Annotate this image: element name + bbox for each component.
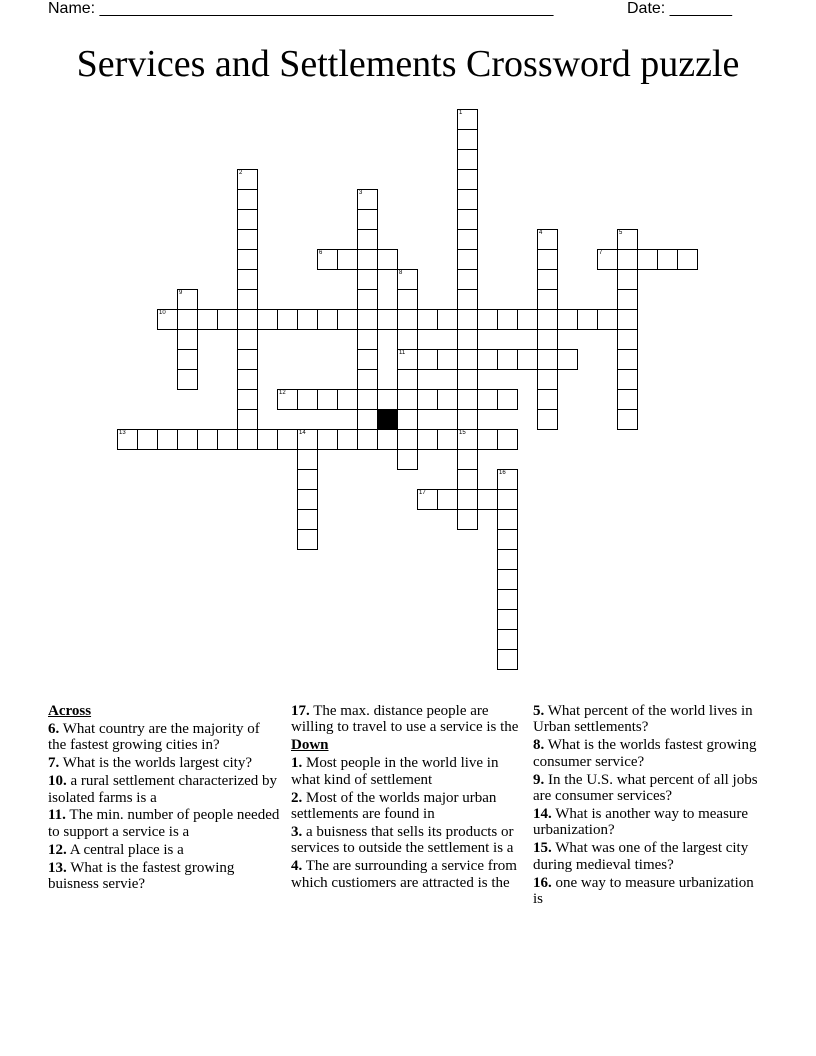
grid-cell[interactable] <box>577 309 598 330</box>
clue-number: 10. <box>48 773 67 790</box>
clue-text: What is the worlds fastest growing consumer service? <box>533 737 757 770</box>
date-field: Date: _______ <box>627 0 732 17</box>
grid-cell[interactable] <box>357 369 378 390</box>
grid-cell[interactable] <box>357 249 378 270</box>
grid-cell[interactable] <box>537 409 558 430</box>
across-clue <box>48 773 280 806</box>
grid-cell[interactable] <box>457 109 478 130</box>
down-clue <box>291 824 523 857</box>
grid-cell[interactable] <box>377 249 398 270</box>
grid-cell[interactable] <box>377 309 398 330</box>
clue-number: 2. <box>291 789 303 806</box>
grid-cell[interactable] <box>437 309 458 330</box>
across-heading: Across <box>48 703 92 719</box>
grid-cell[interactable] <box>237 209 258 230</box>
grid-cell[interactable] <box>457 389 478 410</box>
grid-cell[interactable] <box>457 449 478 470</box>
down-clue <box>533 772 765 805</box>
grid-cell[interactable] <box>477 349 498 370</box>
grid-cell[interactable] <box>537 369 558 390</box>
grid-cell[interactable] <box>417 349 438 370</box>
grid-cell[interactable] <box>397 309 418 330</box>
cell-number: 15 <box>459 430 466 436</box>
grid-cell[interactable] <box>237 429 258 450</box>
across-clue <box>48 807 280 840</box>
clue-text: What is the worlds largest city? <box>62 755 252 772</box>
grid-cell[interactable] <box>457 349 478 370</box>
blocked-cell <box>377 409 398 430</box>
grid-cell[interactable] <box>597 309 618 330</box>
grid-cell[interactable] <box>397 429 418 450</box>
grid-cell[interactable] <box>237 389 258 410</box>
grid-cell[interactable] <box>477 489 498 510</box>
grid-cell[interactable] <box>617 229 638 250</box>
clue-text: a buisness that sells its products or services to outside the settlement is a <box>291 823 514 857</box>
clue-number: 17. <box>291 703 310 719</box>
grid-cell[interactable] <box>457 489 478 510</box>
clue-text: one way to measure urbanization is <box>533 874 754 907</box>
grid-cell[interactable] <box>277 309 298 330</box>
grid-cell[interactable] <box>557 309 578 330</box>
down-clue <box>291 858 523 891</box>
grid-cell[interactable] <box>497 509 518 530</box>
grid-cell[interactable] <box>337 429 358 450</box>
cell-number: 12 <box>279 390 286 396</box>
grid-cell[interactable] <box>317 429 338 450</box>
grid-cell[interactable] <box>517 349 538 370</box>
down-clue <box>533 703 765 736</box>
grid-cell[interactable] <box>357 429 378 450</box>
grid-cell[interactable] <box>617 269 638 290</box>
grid-cell[interactable] <box>297 429 318 450</box>
down-clue <box>291 755 523 788</box>
grid-cell[interactable] <box>557 349 578 370</box>
grid-cell[interactable] <box>337 249 358 270</box>
grid-cell[interactable] <box>337 389 358 410</box>
grid-cell[interactable] <box>497 529 518 550</box>
clue-column-1 <box>48 703 280 894</box>
clue-number: 16. <box>533 874 552 891</box>
grid-cell[interactable] <box>357 269 378 290</box>
grid-cell[interactable] <box>297 489 318 510</box>
grid-cell[interactable] <box>317 309 338 330</box>
grid-cell[interactable] <box>637 249 658 270</box>
grid-cell[interactable] <box>497 549 518 570</box>
grid-cell[interactable] <box>617 309 638 330</box>
grid-cell[interactable] <box>617 369 638 390</box>
grid-cell[interactable] <box>357 289 378 310</box>
grid-cell[interactable] <box>477 309 498 330</box>
clue-number: 11. <box>48 807 66 824</box>
grid-cell[interactable] <box>237 289 258 310</box>
grid-cell[interactable] <box>217 309 238 330</box>
cell-number: 17 <box>419 490 426 496</box>
clue-number: 4. <box>291 858 303 875</box>
grid-cell[interactable] <box>237 169 258 190</box>
grid-cell[interactable] <box>437 429 458 450</box>
grid-cell[interactable] <box>297 469 318 490</box>
grid-cell[interactable] <box>537 269 558 290</box>
grid-cell[interactable] <box>457 229 478 250</box>
grid-cell[interactable] <box>657 249 678 270</box>
grid-cell[interactable] <box>417 489 438 510</box>
grid-cell[interactable] <box>297 529 318 550</box>
grid-cell[interactable] <box>437 489 458 510</box>
cell-number: 8 <box>399 270 403 276</box>
grid-cell[interactable] <box>237 409 258 430</box>
grid-cell[interactable] <box>237 229 258 250</box>
cell-number: 11 <box>399 350 406 356</box>
clue-text: What percent of the world lives in Urban settlements? <box>533 703 753 736</box>
grid-cell[interactable] <box>337 309 358 330</box>
across-clue <box>48 721 280 754</box>
grid-cell[interactable] <box>617 349 638 370</box>
clue-number: 15. <box>533 840 552 857</box>
grid-cell[interactable] <box>297 309 318 330</box>
grid-cell[interactable] <box>397 369 418 390</box>
grid-cell[interactable] <box>257 429 278 450</box>
grid-cell[interactable] <box>497 489 518 510</box>
grid-cell[interactable] <box>357 189 378 210</box>
grid-cell[interactable] <box>537 349 558 370</box>
grid-cell[interactable] <box>257 309 278 330</box>
grid-cell[interactable] <box>517 309 538 330</box>
clue-text: What country are the majority of the fastest growing cities in? <box>48 720 260 754</box>
down-clue <box>533 737 765 770</box>
grid-cell[interactable] <box>317 249 338 270</box>
grid-cell[interactable] <box>297 509 318 530</box>
grid-cell[interactable] <box>197 309 218 330</box>
across-clue <box>48 860 280 893</box>
grid-cell[interactable] <box>237 249 258 270</box>
grid-cell[interactable] <box>457 429 478 450</box>
grid-cell[interactable] <box>137 429 158 450</box>
grid-cell[interactable] <box>497 309 518 330</box>
grid-cell[interactable] <box>457 329 478 350</box>
clue-number: 5. <box>533 703 545 719</box>
clue-text: a rural settlement characterized by isolated farms is a <box>48 773 278 806</box>
grid-cell[interactable] <box>477 429 498 450</box>
grid-cell[interactable] <box>597 249 618 270</box>
grid-cell[interactable] <box>237 369 258 390</box>
grid-cell[interactable] <box>397 349 418 370</box>
grid-cell[interactable] <box>397 389 418 410</box>
page-title: Services and Settlements Crossword puzzle <box>76 43 740 85</box>
grid-cell[interactable] <box>297 449 318 470</box>
grid-cell[interactable] <box>537 389 558 410</box>
grid-cell[interactable] <box>497 649 518 670</box>
clue-number: 6. <box>48 720 60 737</box>
grid-cell[interactable] <box>437 389 458 410</box>
grid-cell[interactable] <box>317 389 338 410</box>
clue-column-2 <box>291 703 523 892</box>
grid-cell[interactable] <box>457 409 478 430</box>
grid-cell[interactable] <box>237 349 258 370</box>
grid-cell[interactable] <box>457 189 478 210</box>
down-heading: Down <box>291 737 329 754</box>
cell-number: 1 <box>459 110 463 116</box>
clue-number: 7. <box>48 755 60 772</box>
grid-cell[interactable] <box>277 429 298 450</box>
grid-cell[interactable] <box>457 209 478 230</box>
cell-number: 3 <box>359 190 363 196</box>
clue-number: 13. <box>48 859 67 876</box>
grid-cell[interactable] <box>497 429 518 450</box>
grid-cell[interactable] <box>457 249 478 270</box>
grid-cell[interactable] <box>537 309 558 330</box>
clue-text: The are surrounding a service from which custiomers are attracted is the <box>291 858 517 891</box>
grid-cell[interactable] <box>457 289 478 310</box>
grid-cell[interactable] <box>357 389 378 410</box>
down-clue <box>533 806 765 839</box>
grid-cell[interactable] <box>397 269 418 290</box>
grid-cell[interactable] <box>617 329 638 350</box>
grid-cell[interactable] <box>177 369 198 390</box>
grid-cell[interactable] <box>457 509 478 530</box>
cell-number: 13 <box>119 430 126 436</box>
grid-cell[interactable] <box>397 289 418 310</box>
grid-cell[interactable] <box>157 309 178 330</box>
grid-cell[interactable] <box>497 609 518 630</box>
clue-text: What is the fastest growing buisness servie? <box>48 859 235 893</box>
grid-cell[interactable] <box>357 229 378 250</box>
name-field: Name: ___________________________________________________ <box>48 0 554 17</box>
grid-cell[interactable] <box>217 429 238 450</box>
grid-cell[interactable] <box>177 429 198 450</box>
grid-cell[interactable] <box>297 389 318 410</box>
grid-cell[interactable] <box>417 309 438 330</box>
clue-number: 8. <box>533 737 545 754</box>
grid-cell[interactable] <box>437 349 458 370</box>
cell-number: 4 <box>539 230 543 236</box>
clue-text: What is another way to measure urbanization? <box>533 805 749 839</box>
grid-cell[interactable] <box>617 389 638 410</box>
grid-cell[interactable] <box>537 229 558 250</box>
grid-cell[interactable] <box>497 349 518 370</box>
grid-cell[interactable] <box>357 309 378 330</box>
grid-cell[interactable] <box>457 129 478 150</box>
across-clue <box>48 755 280 771</box>
grid-cell[interactable] <box>237 329 258 350</box>
clue-number: 12. <box>48 841 67 858</box>
grid-cell[interactable] <box>237 309 258 330</box>
grid-cell[interactable] <box>617 409 638 430</box>
grid-cell[interactable] <box>417 429 438 450</box>
grid-cell[interactable] <box>237 269 258 290</box>
cell-number: 2 <box>239 170 243 176</box>
grid-cell[interactable] <box>537 249 558 270</box>
grid-cell[interactable] <box>357 409 378 430</box>
cell-number: 14 <box>299 430 306 436</box>
grid-cell[interactable] <box>457 169 478 190</box>
grid-cell[interactable] <box>457 369 478 390</box>
grid-cell[interactable] <box>417 389 438 410</box>
grid-cell[interactable] <box>537 289 558 310</box>
grid-cell[interactable] <box>237 189 258 210</box>
clue-column-3 <box>533 703 765 909</box>
clue-text: Most people in the world live in what kind of settlement <box>291 755 499 788</box>
across-clue <box>291 703 523 736</box>
grid-cell[interactable] <box>457 149 478 170</box>
grid-cell[interactable] <box>357 349 378 370</box>
grid-cell[interactable] <box>377 429 398 450</box>
clue-text: What was one of the largest city during medieval times? <box>533 840 749 873</box>
clue-text: Most of the worlds major urban settlements are found in <box>291 789 497 822</box>
grid-cell[interactable] <box>497 589 518 610</box>
grid-cell[interactable] <box>457 269 478 290</box>
grid-cell[interactable] <box>277 389 298 410</box>
grid-cell[interactable] <box>497 569 518 590</box>
down-clue <box>533 840 765 873</box>
clue-number: 9. <box>533 771 545 788</box>
clue-text: In the U.S. what percent of all jobs are consumer services? <box>533 771 758 805</box>
grid-cell[interactable] <box>497 389 518 410</box>
grid-cell[interactable] <box>617 289 638 310</box>
grid-cell[interactable] <box>537 329 558 350</box>
grid-cell[interactable] <box>477 389 498 410</box>
grid-cell[interactable] <box>177 329 198 350</box>
cell-number: 6 <box>319 250 323 256</box>
down-clue <box>533 875 765 908</box>
grid-cell[interactable] <box>397 329 418 350</box>
grid-cell[interactable] <box>197 429 218 450</box>
clue-number: 3. <box>291 823 303 840</box>
grid-cell[interactable] <box>177 349 198 370</box>
cell-number: 7 <box>599 250 603 256</box>
grid-cell[interactable] <box>157 429 178 450</box>
grid-cell[interactable] <box>497 469 518 490</box>
clue-text: The max. distance people are willing to travel to use a service is the <box>291 703 519 736</box>
cell-number: 16 <box>499 470 506 476</box>
grid-cell[interactable] <box>617 249 638 270</box>
across-clue <box>48 842 280 858</box>
clue-text: A central place is a <box>69 841 184 858</box>
grid-cell[interactable] <box>457 469 478 490</box>
cell-number: 5 <box>619 230 623 236</box>
grid-cell[interactable] <box>397 449 418 470</box>
grid-cell[interactable] <box>357 329 378 350</box>
clue-text: The min. number of people needed to support a service is a <box>48 807 280 840</box>
grid-cell[interactable] <box>377 389 398 410</box>
grid-cell[interactable] <box>177 289 198 310</box>
grid-cell[interactable] <box>177 309 198 330</box>
grid-cell[interactable] <box>397 409 418 430</box>
grid-cell[interactable] <box>497 629 518 650</box>
cell-number: 10 <box>159 310 166 316</box>
grid-cell[interactable] <box>457 309 478 330</box>
down-clue <box>291 790 523 823</box>
grid-cell[interactable] <box>677 249 698 270</box>
clue-number: 14. <box>533 805 552 822</box>
clue-number: 1. <box>291 755 303 772</box>
cell-number: 9 <box>179 290 183 296</box>
grid-cell[interactable] <box>357 209 378 230</box>
grid-cell[interactable] <box>117 429 138 450</box>
